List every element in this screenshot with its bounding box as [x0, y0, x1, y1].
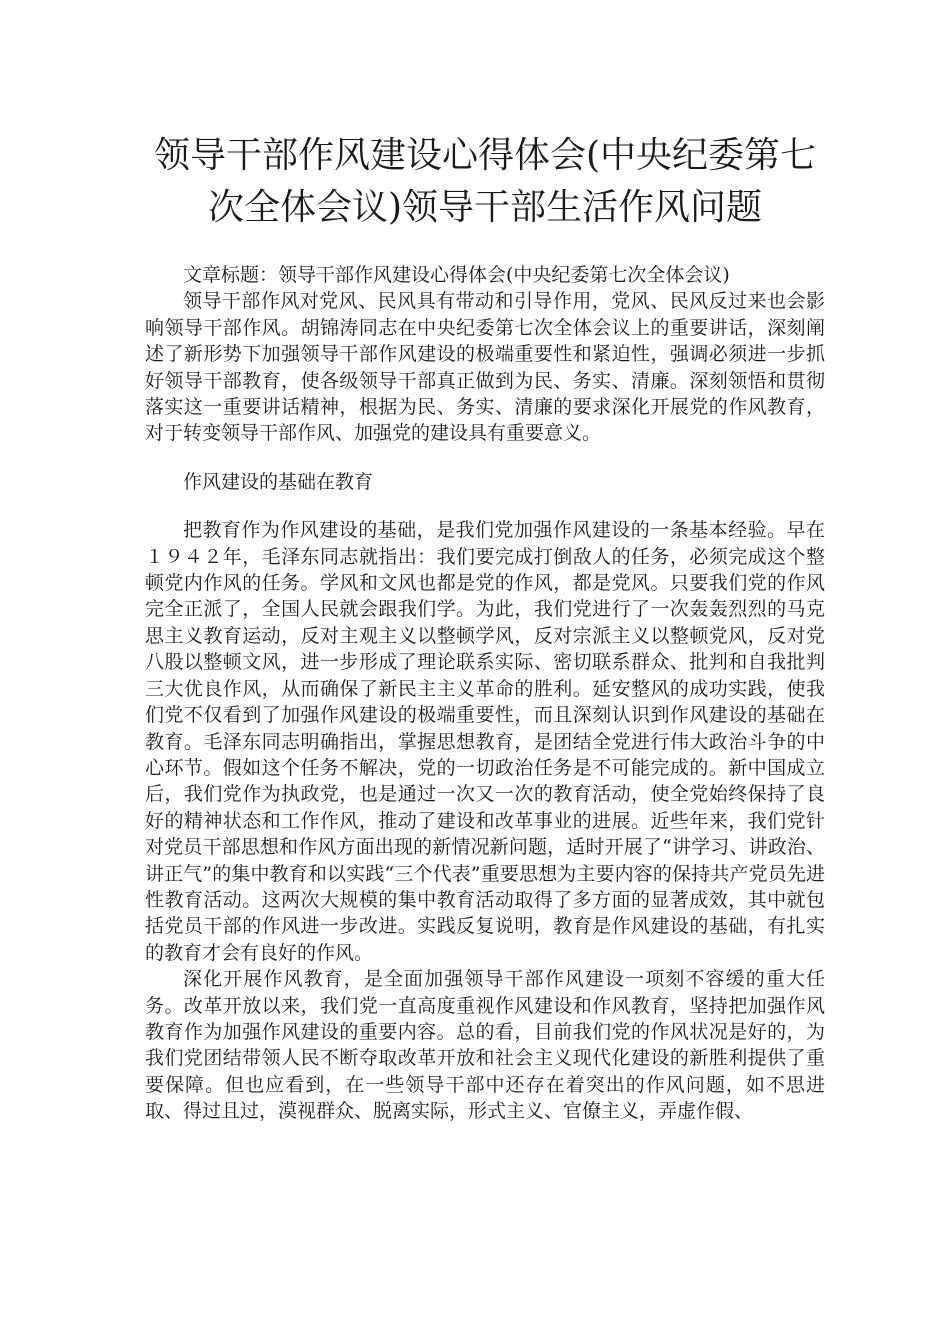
body-paragraph-1: 把教育作为作风建设的基础，是我们党加强作风建设的一条基本经验。早在１９４２年，毛泽东同志就指出：我们要完成打倒敌人的任务，必须完成这个整顿党内作风的任务。学风和文风也都是党的作风，都是党风。只要我们党的作风完全正派了，全国人民就会跟我们学。为此，我们党进行了一次轰轰烈烈的马克思主义教育运动，反对主观主义以整顿学风，反对宗派主义以整顿党风，反对党八股以整顿文风，进一步形成了理论联系实际、密切联系群众、批判和自我批判三大优良作风，从而确保了新民主主义革命的胜利。延安整风的成功实践，使我们党不仅看到了加强作风建设的极端重要性，而且深刻认识到作风建设的基础在教育。毛泽东同志明确指出，掌握思想教育，是团结全党进行伟大政治斗争的中心环节。假如这个任务不解决，党的一切政治任务是不可能完成的。新中国成立后，我们党作为执政党，也是通过一次又一次的教育活动，使全党始终保持了良好的精神状态和工作作风，推动了建设和改革事业的进展。近些年来，我们党针对党员干部思想和作风方面出现的新情况新问题，适时开展了“讲学习、讲政治、讲正气”的集中教育和以实践“三个代表”重要思想为主要内容的保持共产党员先进性教育活动。这两次大规模的集中教育活动取得了多方面的显著成效，其中就包括党员干部的作风进一步改进。实践反复说明，教育是作风建设的基础，有扎实的教育才会有良好的作风。 [145, 519, 825, 964]
body-paragraph-2: 深化开展作风教育，是全面加强领导干部作风建设一项刻不容缓的重大任务。改革开放以来，我们党一直高度重视作风建设和作风教育，坚持把加强作风教育作为加强作风建设的重要内容。总的看，目前我们党的作风状况是好的，为我们党团结带领人民不断夺取改革开放和社会主义现代化建设的新胜利提供了重要保障。但也应看到，在一些领导干部中还存在着突出的作风问题，如不思进取、得过且过，漠视群众、脱离实际，形式主义、官僚主义，弄虚作假、 [145, 968, 825, 1123]
document-body [145, 262, 825, 1125]
document-title: 领导干部作风建设心得体会(中央纪委第七次全体会议)领导干部生活作风问题 [153, 135, 817, 228]
intro-paragraph: 领导干部作风对党风、民风具有带动和引导作用，党风、民风反过来也会影响领导干部作风。胡锦涛同志在中央纪委第七次全体会议上的重要讲话，深刻阐述了新形势下加强领导干部作风建设的极端重要性和紧迫性，强调必须进一步抓好领导干部教育，使各级领导干部真正做到为民、务实、清廉。深刻领悟和贯彻落实这一重要讲话精神，根据为民、务实、清廉的要求深化开展党的作风教育，对于转变领导干部作风、加强党的建设具有重要意义。 [145, 290, 825, 445]
paragraph-spacer [145, 447, 825, 469]
article-title-line: 文章标题：领导干部作风建设心得体会(中央纪委第七次全体会议) [183, 264, 730, 286]
paragraph-spacer [145, 495, 825, 517]
section-heading: 作风建设的基础在教育 [183, 470, 374, 493]
